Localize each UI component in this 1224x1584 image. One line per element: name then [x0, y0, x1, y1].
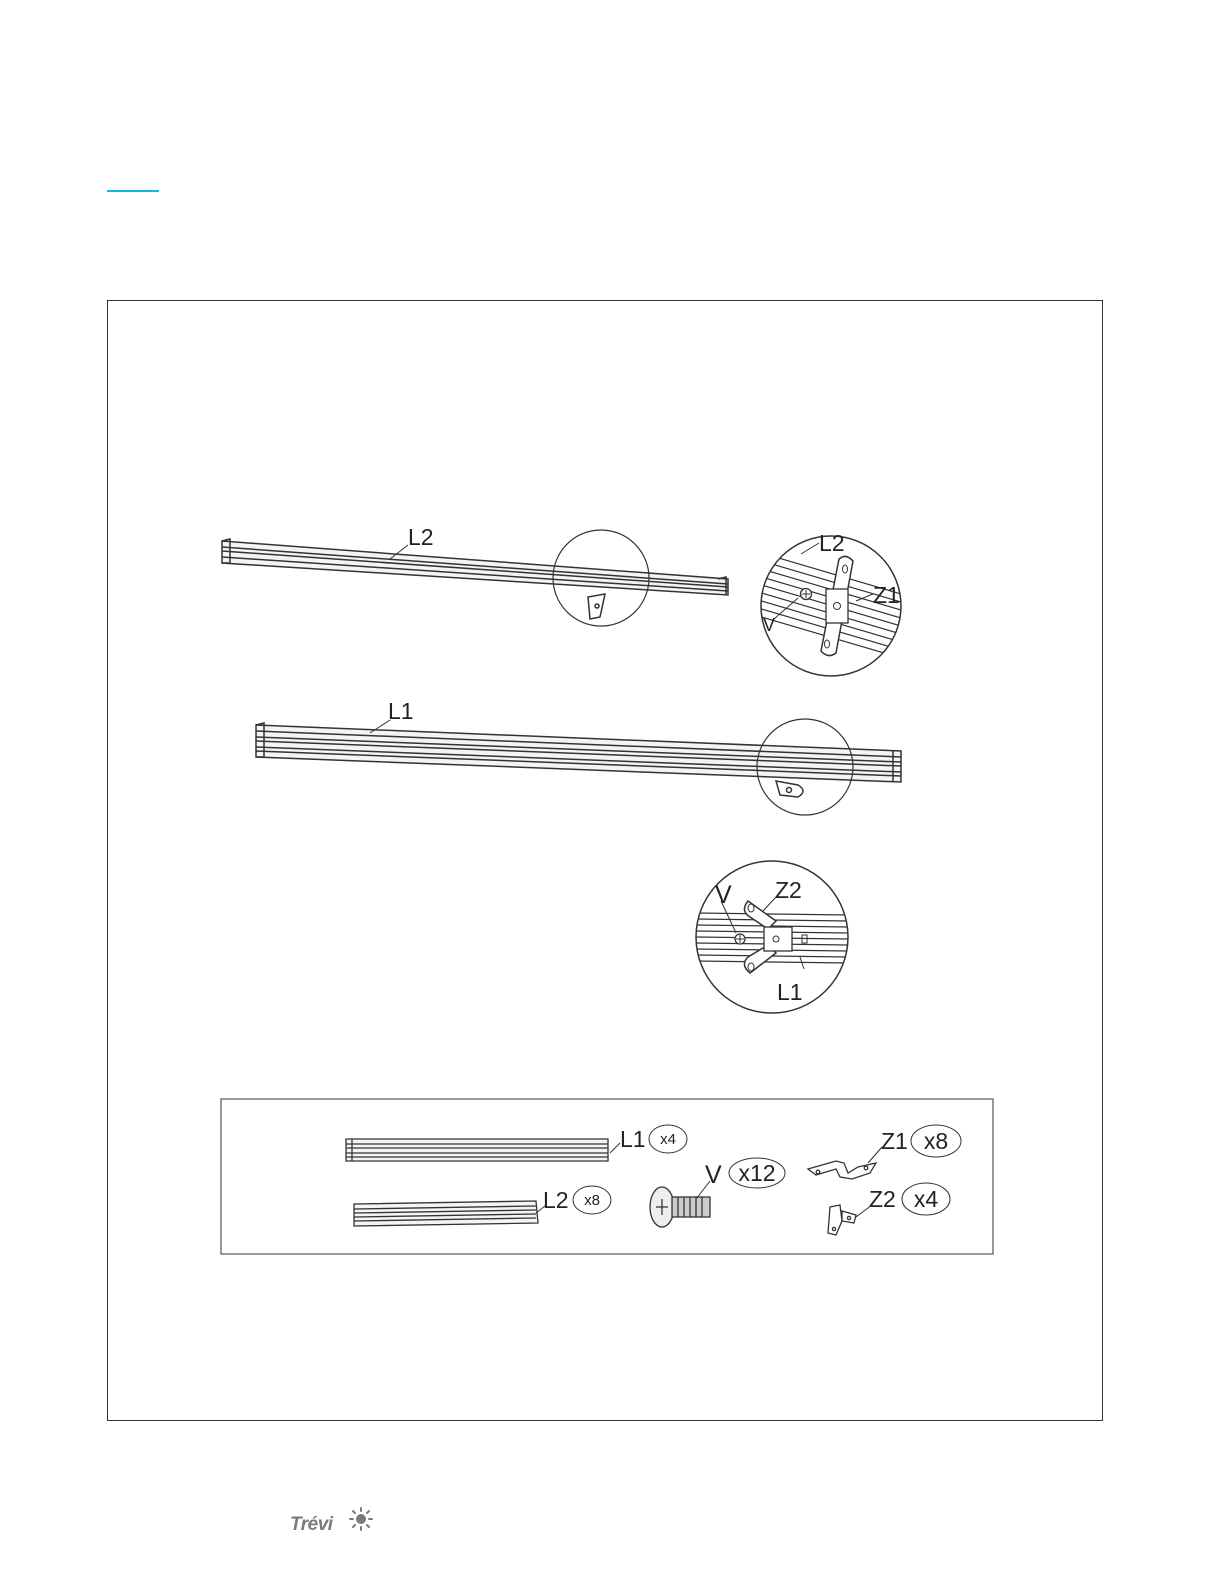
part-l1-qty: x4 — [660, 1131, 676, 1148]
profile-l2-drawing — [222, 530, 728, 626]
accent-line — [107, 190, 159, 192]
logo-text: Trévi — [290, 1514, 333, 1535]
part-z2-qty: x4 — [913, 1186, 939, 1212]
assembly-diagram — [108, 301, 1104, 1422]
part-l2-qty: x8 — [584, 1192, 600, 1209]
part-l1-drawing — [346, 1139, 608, 1161]
detail-2-l1-label: L1 — [777, 979, 803, 1005]
detail-2-z2-label: Z2 — [775, 877, 802, 903]
detail-1-l2-label: L2 — [819, 530, 845, 556]
part-l2-drawing — [354, 1201, 538, 1226]
parts-box — [221, 1099, 993, 1254]
part-l1-name: L1 — [620, 1126, 646, 1152]
detail-1-z1-label: Z1 — [873, 582, 900, 608]
sun-icon — [348, 1506, 374, 1532]
assembly-diagram-frame — [107, 300, 1103, 1421]
part-z1-qty: x8 — [923, 1128, 949, 1154]
detail-1-v-label: V — [763, 615, 776, 635]
part-z1-leader — [868, 1147, 882, 1163]
trevi-logo — [290, 1512, 380, 1542]
part-v-qty: x12 — [738, 1160, 776, 1186]
part-v-name: V — [705, 1161, 722, 1189]
part-z2-drawing — [828, 1205, 856, 1235]
profile-l1-label: L1 — [388, 698, 414, 724]
detail-1-l2-leader — [801, 543, 819, 554]
detail-2-v-label: V — [715, 881, 732, 909]
part-z1-drawing — [808, 1161, 876, 1179]
part-l1-leader — [610, 1143, 620, 1153]
profile-l1-drawing — [256, 719, 901, 815]
part-l2-name: L2 — [543, 1187, 569, 1213]
part-z1-name: Z1 — [881, 1128, 908, 1154]
part-z2-name: Z2 — [869, 1186, 896, 1212]
profile-l2-label: L2 — [408, 524, 434, 550]
